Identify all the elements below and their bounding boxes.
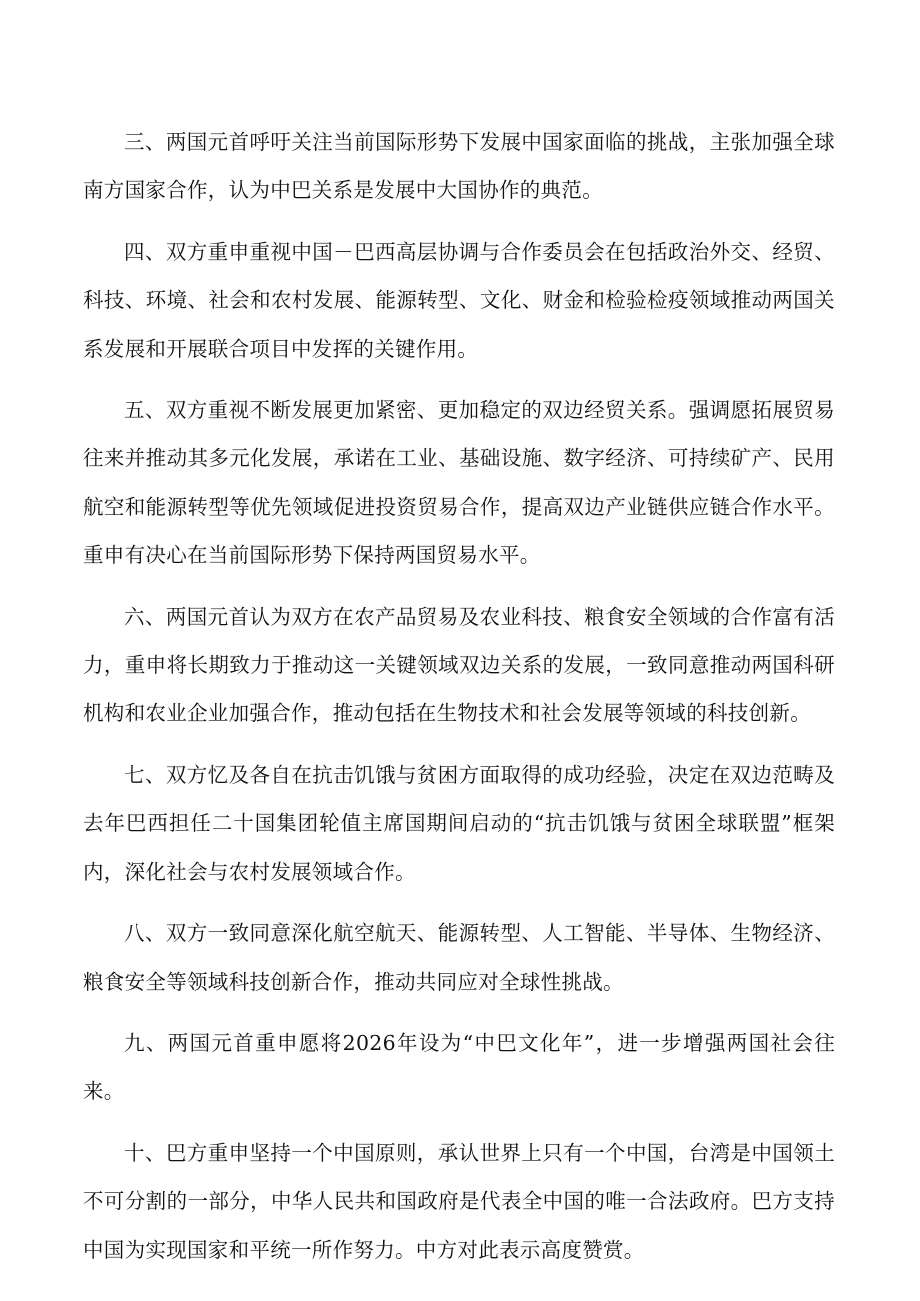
paragraph-7: 七、双方忆及各自在抗击饥饿与贫困方面取得的成功经验，决定在双边范畴及去年巴西担任二十国集团轮值主席国期间启动的“抗击饥饿与贫困全球联盟”框架内，深化社会与农村发展领域合作。 xyxy=(83,762,835,884)
paragraph-4: 四、双方重申重视中国－巴西高层协调与合作委员会在包括政治外交、经贸、科技、环境、社会和农村发展、能源转型、文化、财金和检验检疫领域推动两国关系发展和开展联合项目中发挥的关键作用。 xyxy=(83,239,835,361)
paragraph-9: 九、两国元首重申愿将2026年设为“中巴文化年”，进一步增强两国社会往来。 xyxy=(83,1030,835,1104)
paragraph-5: 五、双方重视不断发展更加紧密、更加稳定的双边经贸关系。强调愿拓展贸易往来并推动其多元化发展，承诺在工业、基础设施、数字经济、可持续矿产、民用航空和能源转型等优先领域促进投资贸易合作，提高双边产业链供应链合作水平。重申有决心在当前国际形势下保持两国贸易水平。 xyxy=(83,398,835,568)
paragraph-3: 三、两国元首呼吁关注当前国际形势下发展中国家面临的挑战，主张加强全球南方国家合作，认为中巴关系是发展中大国协作的典范。 xyxy=(83,130,835,203)
document-body xyxy=(83,118,835,1287)
paragraph-10: 十、巴方重申坚持一个中国原则，承认世界上只有一个中国，台湾是中国领土不可分割的一部分，中华人民共和国政府是代表全中国的唯一合法政府。巴方支持中国为实现国家和平统一所作努力。中方对此表示高度赞赏。 xyxy=(83,1140,835,1262)
paragraph-6: 六、两国元首认为双方在农产品贸易及农业科技、粮食安全领域的合作富有活力，重申将长期致力于推动这一关键领域双边关系的发展，一致同意推动两国科研机构和农业企业加强合作，推动包括在生物技术和社会发展等领域的科技创新。 xyxy=(83,604,835,726)
paragraph-8: 八、双方一致同意深化航空航天、能源转型、人工智能、半导体、生物经济、粮食安全等领域科技创新合作，推动共同应对全球性挑战。 xyxy=(83,921,835,994)
